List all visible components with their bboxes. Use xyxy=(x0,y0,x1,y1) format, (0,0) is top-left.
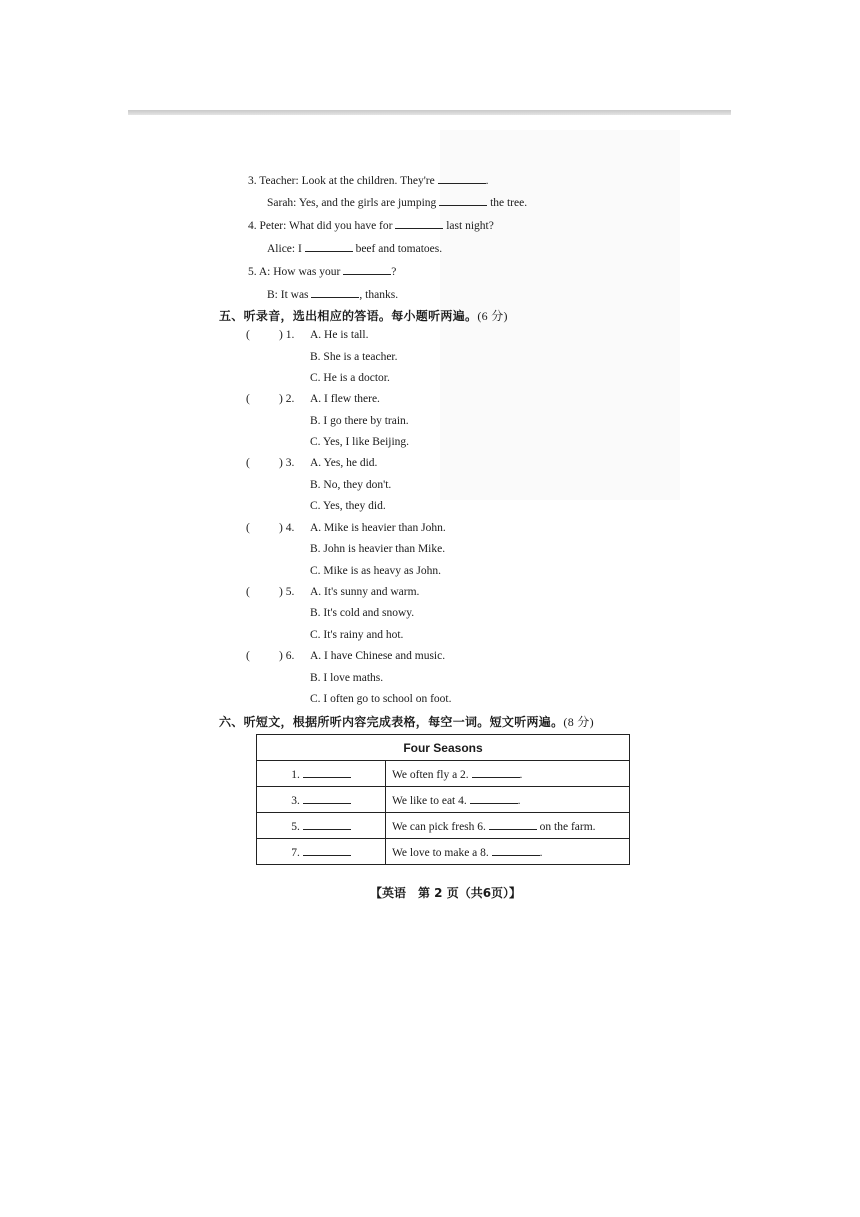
question-number: ) 4. xyxy=(279,521,295,534)
q5-text2: It was xyxy=(280,289,309,301)
row-number: 5. xyxy=(291,820,300,833)
q5-line1 xyxy=(248,264,396,278)
row-sentence-cell xyxy=(386,813,630,839)
q4-blank2 xyxy=(305,241,353,252)
q3-number: 3. xyxy=(248,175,257,187)
row-sentence-cell xyxy=(386,761,630,787)
table-row xyxy=(257,787,630,813)
option-c: C. It's rainy and hot. xyxy=(310,628,404,641)
q3-speaker1: Teacher: xyxy=(259,175,299,187)
answer-blank xyxy=(489,819,537,830)
option-b: B. It's cold and snowy. xyxy=(310,607,415,620)
answer-blank xyxy=(303,793,351,804)
row-number: 1. xyxy=(291,768,300,781)
section5-title: 五、听录音，选出相应的答语。每小题听两遍。 xyxy=(219,309,478,323)
q3-text2-post: the tree. xyxy=(490,197,528,209)
q3-line2 xyxy=(267,195,527,209)
section5-score: (6 分) xyxy=(477,309,508,323)
table-header-row xyxy=(257,735,630,761)
option-a: A. It's sunny and warm. xyxy=(310,585,420,598)
section6-score: (8 分) xyxy=(563,715,594,729)
option-c: C. He is a doctor. xyxy=(310,372,390,384)
row-number-cell xyxy=(257,761,386,787)
sentence-text: We like to eat 4. xyxy=(392,794,467,807)
q3-blank2 xyxy=(439,195,487,206)
q4-speaker2: Alice: xyxy=(267,243,296,255)
page-footer: 【英语 第 2 页（共6页）】 xyxy=(370,886,522,900)
option-a: A. I flew there. xyxy=(310,393,380,406)
q3-blank1 xyxy=(438,173,486,184)
sentence-text: We can pick fresh 6. xyxy=(392,820,486,833)
four-seasons-table xyxy=(256,734,630,865)
answer-paren: ( xyxy=(246,585,250,598)
answer-blank xyxy=(303,767,351,778)
section5-heading xyxy=(219,307,508,324)
q5-blank2 xyxy=(311,287,359,298)
option-a: A. Mike is heavier than John. xyxy=(310,521,446,534)
q5-speaker1: A: xyxy=(258,266,271,278)
answer-blank xyxy=(472,767,520,778)
option-b: B. John is heavier than Mike. xyxy=(310,543,446,556)
answer-paren: ( xyxy=(246,650,250,662)
question-number: ) 1. xyxy=(279,329,295,341)
sentence-text: We love to make a 8. xyxy=(392,846,489,859)
option-a: A. Yes, he did. xyxy=(310,457,378,470)
table-row xyxy=(257,761,630,787)
option-a: A. He is tall. xyxy=(310,329,369,341)
q5-speaker2: B: xyxy=(267,289,278,301)
q4-text1: What did you have for xyxy=(289,220,393,232)
page-top-border xyxy=(128,110,731,115)
option-b: B. I go there by train. xyxy=(310,414,409,427)
q4-line1 xyxy=(248,218,494,232)
table-row xyxy=(257,813,630,839)
sentence-end: on the farm. xyxy=(539,820,596,833)
q4-number: 4. xyxy=(248,220,257,232)
q5-text1: How was your xyxy=(273,266,341,278)
option-b: B. I love maths. xyxy=(310,671,384,684)
q5-line2 xyxy=(267,287,398,301)
question-number: ) 3. xyxy=(279,457,295,470)
q3-text1: Look at the children. They're xyxy=(301,175,435,187)
table-row xyxy=(257,839,630,865)
answer-paren: ( xyxy=(246,457,250,470)
q5-text2-post: , thanks. xyxy=(359,289,399,301)
section6-title: 六、听短文，根据所听内容完成表格，每空一词。短文听两遍。 xyxy=(219,715,564,729)
sentence-text: We often fly a 2. xyxy=(392,768,469,781)
row-number: 7. xyxy=(291,846,300,859)
q4-blank1 xyxy=(395,218,443,229)
option-c: C. Yes, I like Beijing. xyxy=(310,436,410,449)
row-number: 3. xyxy=(291,794,300,807)
row-sentence-cell xyxy=(386,839,630,865)
q5-text1-post: ? xyxy=(391,266,397,278)
q3-text2: Yes, and the girls are jumping xyxy=(298,197,437,209)
sentence-end: . xyxy=(519,768,523,781)
answer-paren: ( xyxy=(246,521,250,534)
answer-blank xyxy=(303,819,351,830)
answer-blank xyxy=(303,845,351,856)
section6-heading xyxy=(219,713,594,730)
option-a: A. I have Chinese and music. xyxy=(310,650,446,662)
question-number: ) 6. xyxy=(279,650,295,662)
option-c: C. Mike is as heavy as John. xyxy=(310,564,441,577)
row-number-cell xyxy=(257,787,386,813)
answer-paren: ( xyxy=(246,393,250,406)
row-sentence-cell xyxy=(386,787,630,813)
row-number-cell xyxy=(257,813,386,839)
question-number: ) 2. xyxy=(279,393,295,406)
q3-speaker2: Sarah: xyxy=(267,197,297,209)
q3-text1-post: . xyxy=(485,175,489,187)
q4-text2: I xyxy=(297,243,302,255)
q3-line1 xyxy=(248,173,488,187)
option-c: C. Yes, they did. xyxy=(310,500,386,513)
option-b: B. She is a teacher. xyxy=(310,350,398,363)
option-b: B. No, they don't. xyxy=(310,478,392,491)
option-c: C. I often go to school on foot. xyxy=(310,693,452,705)
answer-blank xyxy=(470,793,518,804)
sentence-end: . xyxy=(539,846,543,859)
table-title: Four Seasons xyxy=(257,735,630,761)
sentence-end: . xyxy=(517,794,521,807)
answer-paren: ( xyxy=(246,329,250,341)
q4-text1-post: last night? xyxy=(446,220,494,232)
q4-line2 xyxy=(267,241,442,255)
q5-number: 5. xyxy=(248,266,257,278)
q4-text2-post: beef and tomatoes. xyxy=(355,243,443,255)
question-number: ) 5. xyxy=(279,585,295,598)
q5-blank1 xyxy=(343,264,391,275)
answer-blank xyxy=(492,845,540,856)
row-number-cell xyxy=(257,839,386,865)
q4-speaker1: Peter: xyxy=(259,220,287,232)
